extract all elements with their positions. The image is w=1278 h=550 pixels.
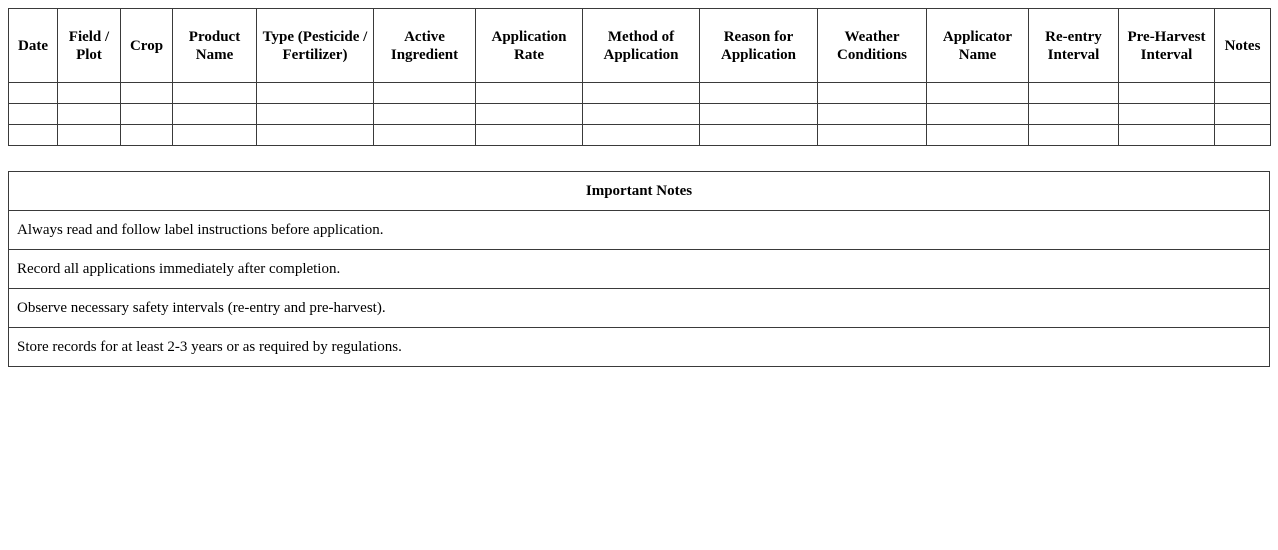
column-header-reentry-interval: Re-entry Interval <box>1029 9 1119 83</box>
table-cell[interactable] <box>1119 83 1215 104</box>
table-cell[interactable] <box>1029 125 1119 146</box>
table-cell[interactable] <box>1215 83 1271 104</box>
note-item: Always read and follow label instructions before application. <box>9 211 1270 250</box>
table-cell[interactable] <box>1119 104 1215 125</box>
column-header-application-rate: Application Rate <box>476 9 583 83</box>
table-cell[interactable] <box>818 104 927 125</box>
table-cell[interactable] <box>9 125 58 146</box>
table-cell[interactable] <box>927 83 1029 104</box>
column-header-type: Type (Pesticide / Fertilizer) <box>257 9 374 83</box>
column-header-field-plot: Field / Plot <box>58 9 121 83</box>
table-cell[interactable] <box>121 125 173 146</box>
table-cell[interactable] <box>818 125 927 146</box>
table-cell[interactable] <box>1215 104 1271 125</box>
table-cell[interactable] <box>1029 104 1119 125</box>
table-cell[interactable] <box>173 83 257 104</box>
table-cell[interactable] <box>583 104 700 125</box>
note-row <box>9 250 1270 289</box>
notes-header-row <box>9 172 1270 211</box>
note-row <box>9 328 1270 367</box>
table-cell[interactable] <box>257 83 374 104</box>
table-cell[interactable] <box>9 104 58 125</box>
table-cell[interactable] <box>476 104 583 125</box>
table-cell[interactable] <box>1215 125 1271 146</box>
table-cell[interactable] <box>1119 125 1215 146</box>
table-row <box>9 104 1271 125</box>
header-row <box>9 9 1271 83</box>
note-row <box>9 289 1270 328</box>
table-cell[interactable] <box>583 125 700 146</box>
table-row <box>9 83 1271 104</box>
note-row <box>9 211 1270 250</box>
column-header-reason: Reason for Application <box>700 9 818 83</box>
table-cell[interactable] <box>121 104 173 125</box>
application-log-table <box>8 8 1271 146</box>
column-header-date: Date <box>9 9 58 83</box>
table-cell[interactable] <box>818 83 927 104</box>
important-notes-table <box>8 171 1270 367</box>
column-header-product-name: Product Name <box>173 9 257 83</box>
table-cell[interactable] <box>173 125 257 146</box>
table-cell[interactable] <box>58 83 121 104</box>
column-header-method: Method of Application <box>583 9 700 83</box>
table-cell[interactable] <box>476 83 583 104</box>
table-cell[interactable] <box>1029 83 1119 104</box>
table-cell[interactable] <box>476 125 583 146</box>
table-cell[interactable] <box>121 83 173 104</box>
notes-title: Important Notes <box>9 172 1270 211</box>
note-item: Store records for at least 2-3 years or as required by regulations. <box>9 328 1270 367</box>
table-cell[interactable] <box>700 125 818 146</box>
table-cell[interactable] <box>374 104 476 125</box>
column-header-weather: Weather Conditions <box>818 9 927 83</box>
note-item: Observe necessary safety intervals (re-entry and pre-harvest). <box>9 289 1270 328</box>
table-cell[interactable] <box>374 125 476 146</box>
table-cell[interactable] <box>257 125 374 146</box>
column-header-notes: Notes <box>1215 9 1271 83</box>
table-row <box>9 125 1271 146</box>
table-cell[interactable] <box>700 104 818 125</box>
column-header-preharvest-interval: Pre-Harvest Interval <box>1119 9 1215 83</box>
table-cell[interactable] <box>173 104 257 125</box>
column-header-crop: Crop <box>121 9 173 83</box>
table-cell[interactable] <box>257 104 374 125</box>
note-item: Record all applications immediately after completion. <box>9 250 1270 289</box>
table-cell[interactable] <box>700 83 818 104</box>
table-cell[interactable] <box>58 125 121 146</box>
table-cell[interactable] <box>927 104 1029 125</box>
table-cell[interactable] <box>374 83 476 104</box>
column-header-active-ingredient: Active Ingredient <box>374 9 476 83</box>
table-cell[interactable] <box>58 104 121 125</box>
column-header-applicator: Applicator Name <box>927 9 1029 83</box>
table-cell[interactable] <box>9 83 58 104</box>
table-cell[interactable] <box>583 83 700 104</box>
table-cell[interactable] <box>927 125 1029 146</box>
